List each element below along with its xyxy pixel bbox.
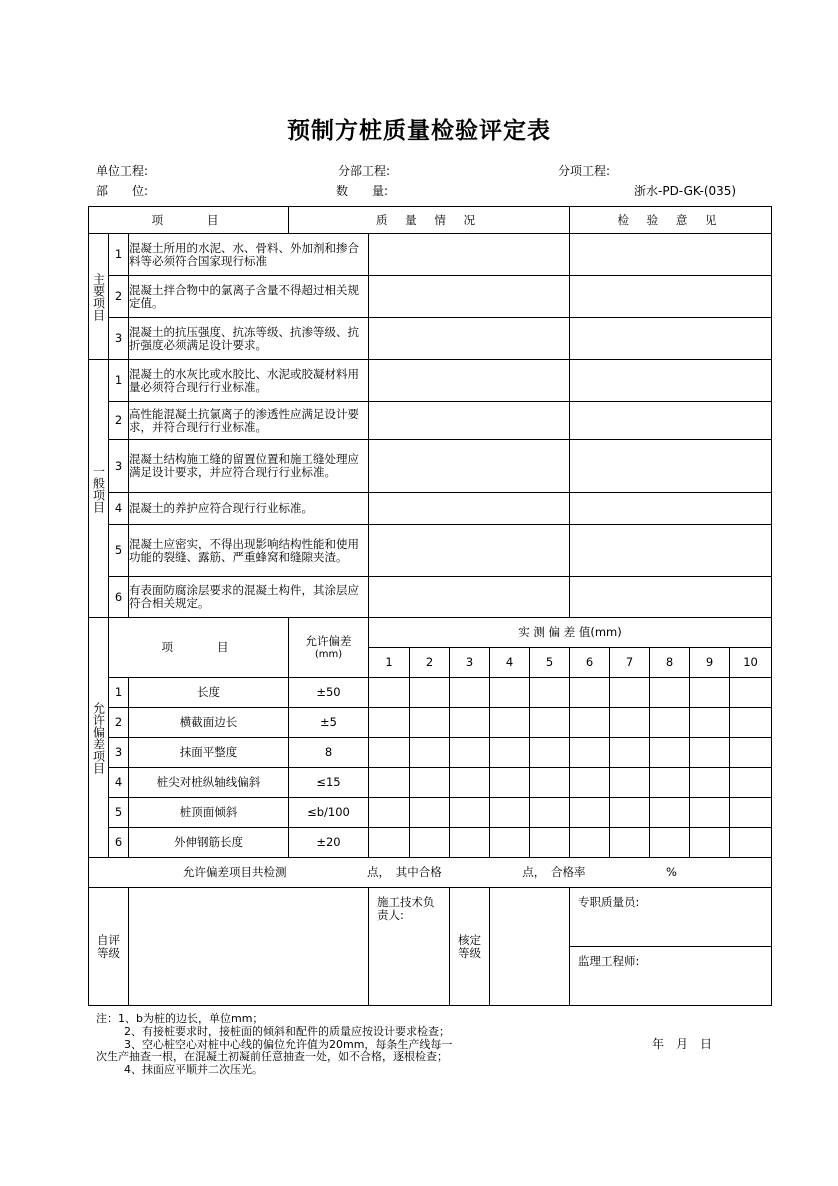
measure-cell[interactable] (570, 708, 610, 738)
row-number: 5 (109, 525, 129, 577)
row-number: 3 (109, 440, 129, 493)
table-row (89, 440, 772, 493)
measure-cell[interactable] (690, 678, 730, 708)
measure-cell[interactable] (730, 768, 772, 798)
measure-cell[interactable] (730, 738, 772, 768)
table-row (89, 402, 772, 440)
deviation-item-name: 抹面平整度 (129, 738, 289, 768)
table-row (89, 234, 772, 276)
measure-cell[interactable] (650, 768, 690, 798)
deviation-tolerance: ≤15 (289, 768, 369, 798)
measure-cell[interactable] (490, 768, 530, 798)
row-number: 3 (109, 318, 129, 360)
summary-row (89, 858, 772, 888)
measure-cell[interactable] (650, 678, 690, 708)
measure-col-header: 2 (410, 648, 450, 678)
measure-cell[interactable] (369, 678, 410, 708)
deviation-summary: 允许偏差项目共检测 点， 其中合格 点， 合格率 % (89, 858, 772, 888)
table-row (89, 525, 772, 577)
table-row (89, 798, 772, 828)
unit-project-label: 单位工程: (96, 164, 149, 178)
measure-cell[interactable] (530, 708, 570, 738)
deviation-tolerance: ±5 (289, 708, 369, 738)
measure-cell[interactable] (610, 768, 650, 798)
quality-cell[interactable] (369, 276, 570, 318)
location-label: 部 位: (96, 184, 149, 198)
measure-col-header: 3 (450, 648, 490, 678)
measure-cell[interactable] (410, 708, 450, 738)
opinion-cell[interactable] (570, 402, 772, 440)
measure-cell[interactable] (490, 798, 530, 828)
deviation-item-name: 外伸钢筋长度 (129, 828, 289, 858)
quality-cell[interactable] (369, 318, 570, 360)
measure-cell[interactable] (490, 738, 530, 768)
measure-cell[interactable] (450, 768, 490, 798)
quantity-label: 数 量: (336, 184, 389, 198)
measure-cell[interactable] (410, 798, 450, 828)
dev-tolerance-header: 允许偏差 (mm) (289, 618, 369, 678)
measure-cell[interactable] (450, 798, 490, 828)
measure-cell[interactable] (369, 708, 410, 738)
item-text: 混凝土的水灰比或水胶比、水泥或胶凝材料用量必须符合现行行业标准。 (129, 360, 369, 402)
measure-cell[interactable] (530, 798, 570, 828)
note-3: 3、空心桩空心对桩中心线的偏位允许值为20mm，每条生产线每一 (124, 1038, 453, 1051)
row-number: 6 (109, 577, 129, 618)
measure-cell[interactable] (650, 828, 690, 858)
row-number: 4 (109, 493, 129, 525)
quality-cell[interactable] (369, 440, 570, 493)
measure-cell[interactable] (570, 678, 610, 708)
measure-cell[interactable] (410, 828, 450, 858)
measure-cell[interactable] (369, 738, 410, 768)
dev-item-header: 项 目 (109, 618, 289, 678)
measure-cell[interactable] (570, 768, 610, 798)
quality-cell[interactable] (369, 402, 570, 440)
opinion-cell[interactable] (570, 577, 772, 618)
deviation-items-label: 允许偏差项目 (89, 618, 109, 858)
item-text: 混凝土应密实，不得出现影响结构性能和使用功能的裂缝、露筋、严重蜂窝和缝隙夹渣。 (129, 525, 369, 577)
measure-cell[interactable] (369, 798, 410, 828)
main-items-label: 主要项目 (89, 234, 109, 360)
measure-col-header: 4 (490, 648, 530, 678)
row-number: 1 (109, 678, 129, 708)
measure-cell[interactable] (410, 678, 450, 708)
deviation-tolerance: ±50 (289, 678, 369, 708)
row-number: 4 (109, 768, 129, 798)
self-grade-cell[interactable] (129, 888, 369, 1006)
measure-cell[interactable] (490, 708, 530, 738)
table-row (89, 738, 772, 768)
deviation-item-name: 桩顶面倾斜 (129, 798, 289, 828)
measure-col-header: 8 (650, 648, 690, 678)
table-row (89, 828, 772, 858)
table-row (89, 493, 772, 525)
measure-cell[interactable] (570, 798, 610, 828)
measure-cell[interactable] (690, 828, 730, 858)
measure-cell[interactable] (530, 738, 570, 768)
measure-cell[interactable] (450, 828, 490, 858)
note-2: 2、有接桩要求时，接桩面的倾斜和配件的质量应按设计要求检查； (124, 1025, 450, 1038)
row-number: 2 (109, 708, 129, 738)
opinion-cell[interactable] (570, 318, 772, 360)
item-text: 混凝土的抗压强度、抗冻等级、抗渗等级、抗折强度必须满足设计要求。 (129, 318, 369, 360)
measure-cell[interactable] (650, 798, 690, 828)
measure-cell[interactable] (450, 738, 490, 768)
deviation-item-name: 桩尖对桩纵轴线偏斜 (129, 768, 289, 798)
inspection-table (88, 206, 772, 1006)
row-number: 1 (109, 234, 129, 276)
measure-cell[interactable] (610, 678, 650, 708)
quality-cell[interactable] (369, 234, 570, 276)
deviation-tolerance: 8 (289, 738, 369, 768)
date-label: 年 月 日 (652, 1037, 713, 1051)
table-row (89, 360, 772, 402)
quality-cell[interactable] (369, 493, 570, 525)
opinion-cell[interactable] (570, 525, 772, 577)
measure-cell[interactable] (610, 738, 650, 768)
division-project-label: 分部工程: (338, 164, 391, 178)
deviation-tolerance: ≤b/100 (289, 798, 369, 828)
measure-cell[interactable] (730, 678, 772, 708)
table-row (89, 577, 772, 618)
note-1: 注：1、b为桩的边长，单位mm； (96, 1012, 264, 1025)
quality-cell[interactable] (369, 577, 570, 618)
self-grade-label: 自评等级 (89, 888, 129, 1006)
item-text: 混凝土所用的水泥、水、骨料、外加剂和掺合料等必须符合国家现行标准 (129, 234, 369, 276)
deviation-tolerance: ±20 (289, 828, 369, 858)
row-number: 5 (109, 798, 129, 828)
form-code: 浙水-PD-GK-(035) (634, 184, 737, 198)
general-items-label: 一般项目 (89, 360, 109, 618)
opinion-cell[interactable] (570, 234, 772, 276)
measure-cell[interactable] (530, 828, 570, 858)
opinion-cell[interactable] (570, 440, 772, 493)
measure-cell[interactable] (410, 768, 450, 798)
row-number: 2 (109, 402, 129, 440)
measure-cell[interactable] (730, 798, 772, 828)
measure-cell[interactable] (570, 828, 610, 858)
opinion-cell[interactable] (570, 360, 772, 402)
measure-cell[interactable] (610, 708, 650, 738)
verify-grade-cell[interactable] (490, 888, 570, 1006)
measure-cell[interactable] (610, 828, 650, 858)
measure-col-header: 5 (530, 648, 570, 678)
item-text: 有表面防腐涂层要求的混凝土构件，其涂层应符合相关规定。 (129, 577, 369, 618)
row-number: 1 (109, 360, 129, 402)
supervisor-label: 监理工程师: (570, 947, 772, 1006)
col-item-header: 项 目 (89, 207, 289, 234)
tech-lead-label: 施工技术负责人: (369, 888, 450, 1006)
table-header-row (89, 207, 772, 234)
item-text: 混凝土拌合物中的氯离子含量不得超过相关规定值。 (129, 276, 369, 318)
opinion-cell[interactable] (570, 493, 772, 525)
measure-cell[interactable] (450, 708, 490, 738)
signature-row (89, 888, 772, 947)
item-project-label: 分项工程: (558, 164, 611, 178)
quality-officer-label: 专职质量员: (570, 888, 772, 947)
table-row (89, 678, 772, 708)
verify-grade-label: 核定等级 (450, 888, 490, 1006)
deviation-header-row (89, 618, 772, 648)
row-number: 6 (109, 828, 129, 858)
measure-cell[interactable] (530, 678, 570, 708)
table-row (89, 768, 772, 798)
measure-col-header: 10 (730, 648, 772, 678)
measure-col-header: 7 (610, 648, 650, 678)
measure-cell[interactable] (410, 738, 450, 768)
table-row (89, 276, 772, 318)
measure-cell[interactable] (530, 768, 570, 798)
col-quality-header: 质 量 情 况 (289, 207, 570, 234)
item-text: 混凝土结构施工缝的留置位置和施工缝处理应满足设计要求，并应符合现行行业标准。 (129, 440, 369, 493)
measure-col-header: 9 (690, 648, 730, 678)
measure-cell[interactable] (610, 798, 650, 828)
item-text: 高性能混凝土抗氯离子的渗透性应满足设计要求，并符合现行行业标准。 (129, 402, 369, 440)
dev-measured-header: 实 测 偏 差 值(mm) (369, 618, 772, 648)
measure-cell[interactable] (369, 768, 410, 798)
measure-cell[interactable] (369, 828, 410, 858)
deviation-item-name: 横截面边长 (129, 708, 289, 738)
opinion-cell[interactable] (570, 276, 772, 318)
note-3-continued: 次生产抽查一根，在混凝土初凝前任意抽查一处，如不合格，逐根检查； (96, 1050, 448, 1063)
col-opinion-header: 检 验 意 见 (570, 207, 772, 234)
note-4: 4、抹面应平顺并二次压光。 (124, 1063, 263, 1076)
measure-cell[interactable] (690, 738, 730, 768)
measure-cell[interactable] (570, 738, 610, 768)
measure-cell[interactable] (490, 678, 530, 708)
measure-col-header: 1 (369, 648, 410, 678)
measure-col-header: 6 (570, 648, 610, 678)
measure-cell[interactable] (730, 708, 772, 738)
row-number: 2 (109, 276, 129, 318)
measure-cell[interactable] (690, 768, 730, 798)
measure-cell[interactable] (490, 828, 530, 858)
measure-cell[interactable] (690, 708, 730, 738)
measure-cell[interactable] (650, 738, 690, 768)
measure-cell[interactable] (450, 678, 490, 708)
table-row (89, 708, 772, 738)
row-number: 3 (109, 738, 129, 768)
table-row (89, 318, 772, 360)
quality-cell[interactable] (369, 360, 570, 402)
deviation-item-name: 长度 (129, 678, 289, 708)
item-text: 混凝土的养护应符合现行行业标准。 (129, 493, 369, 525)
measure-cell[interactable] (690, 798, 730, 828)
quality-cell[interactable] (369, 525, 570, 577)
measure-cell[interactable] (650, 708, 690, 738)
page-title: 预制方桩质量检验评定表 (287, 118, 551, 144)
measure-cell[interactable] (730, 828, 772, 858)
